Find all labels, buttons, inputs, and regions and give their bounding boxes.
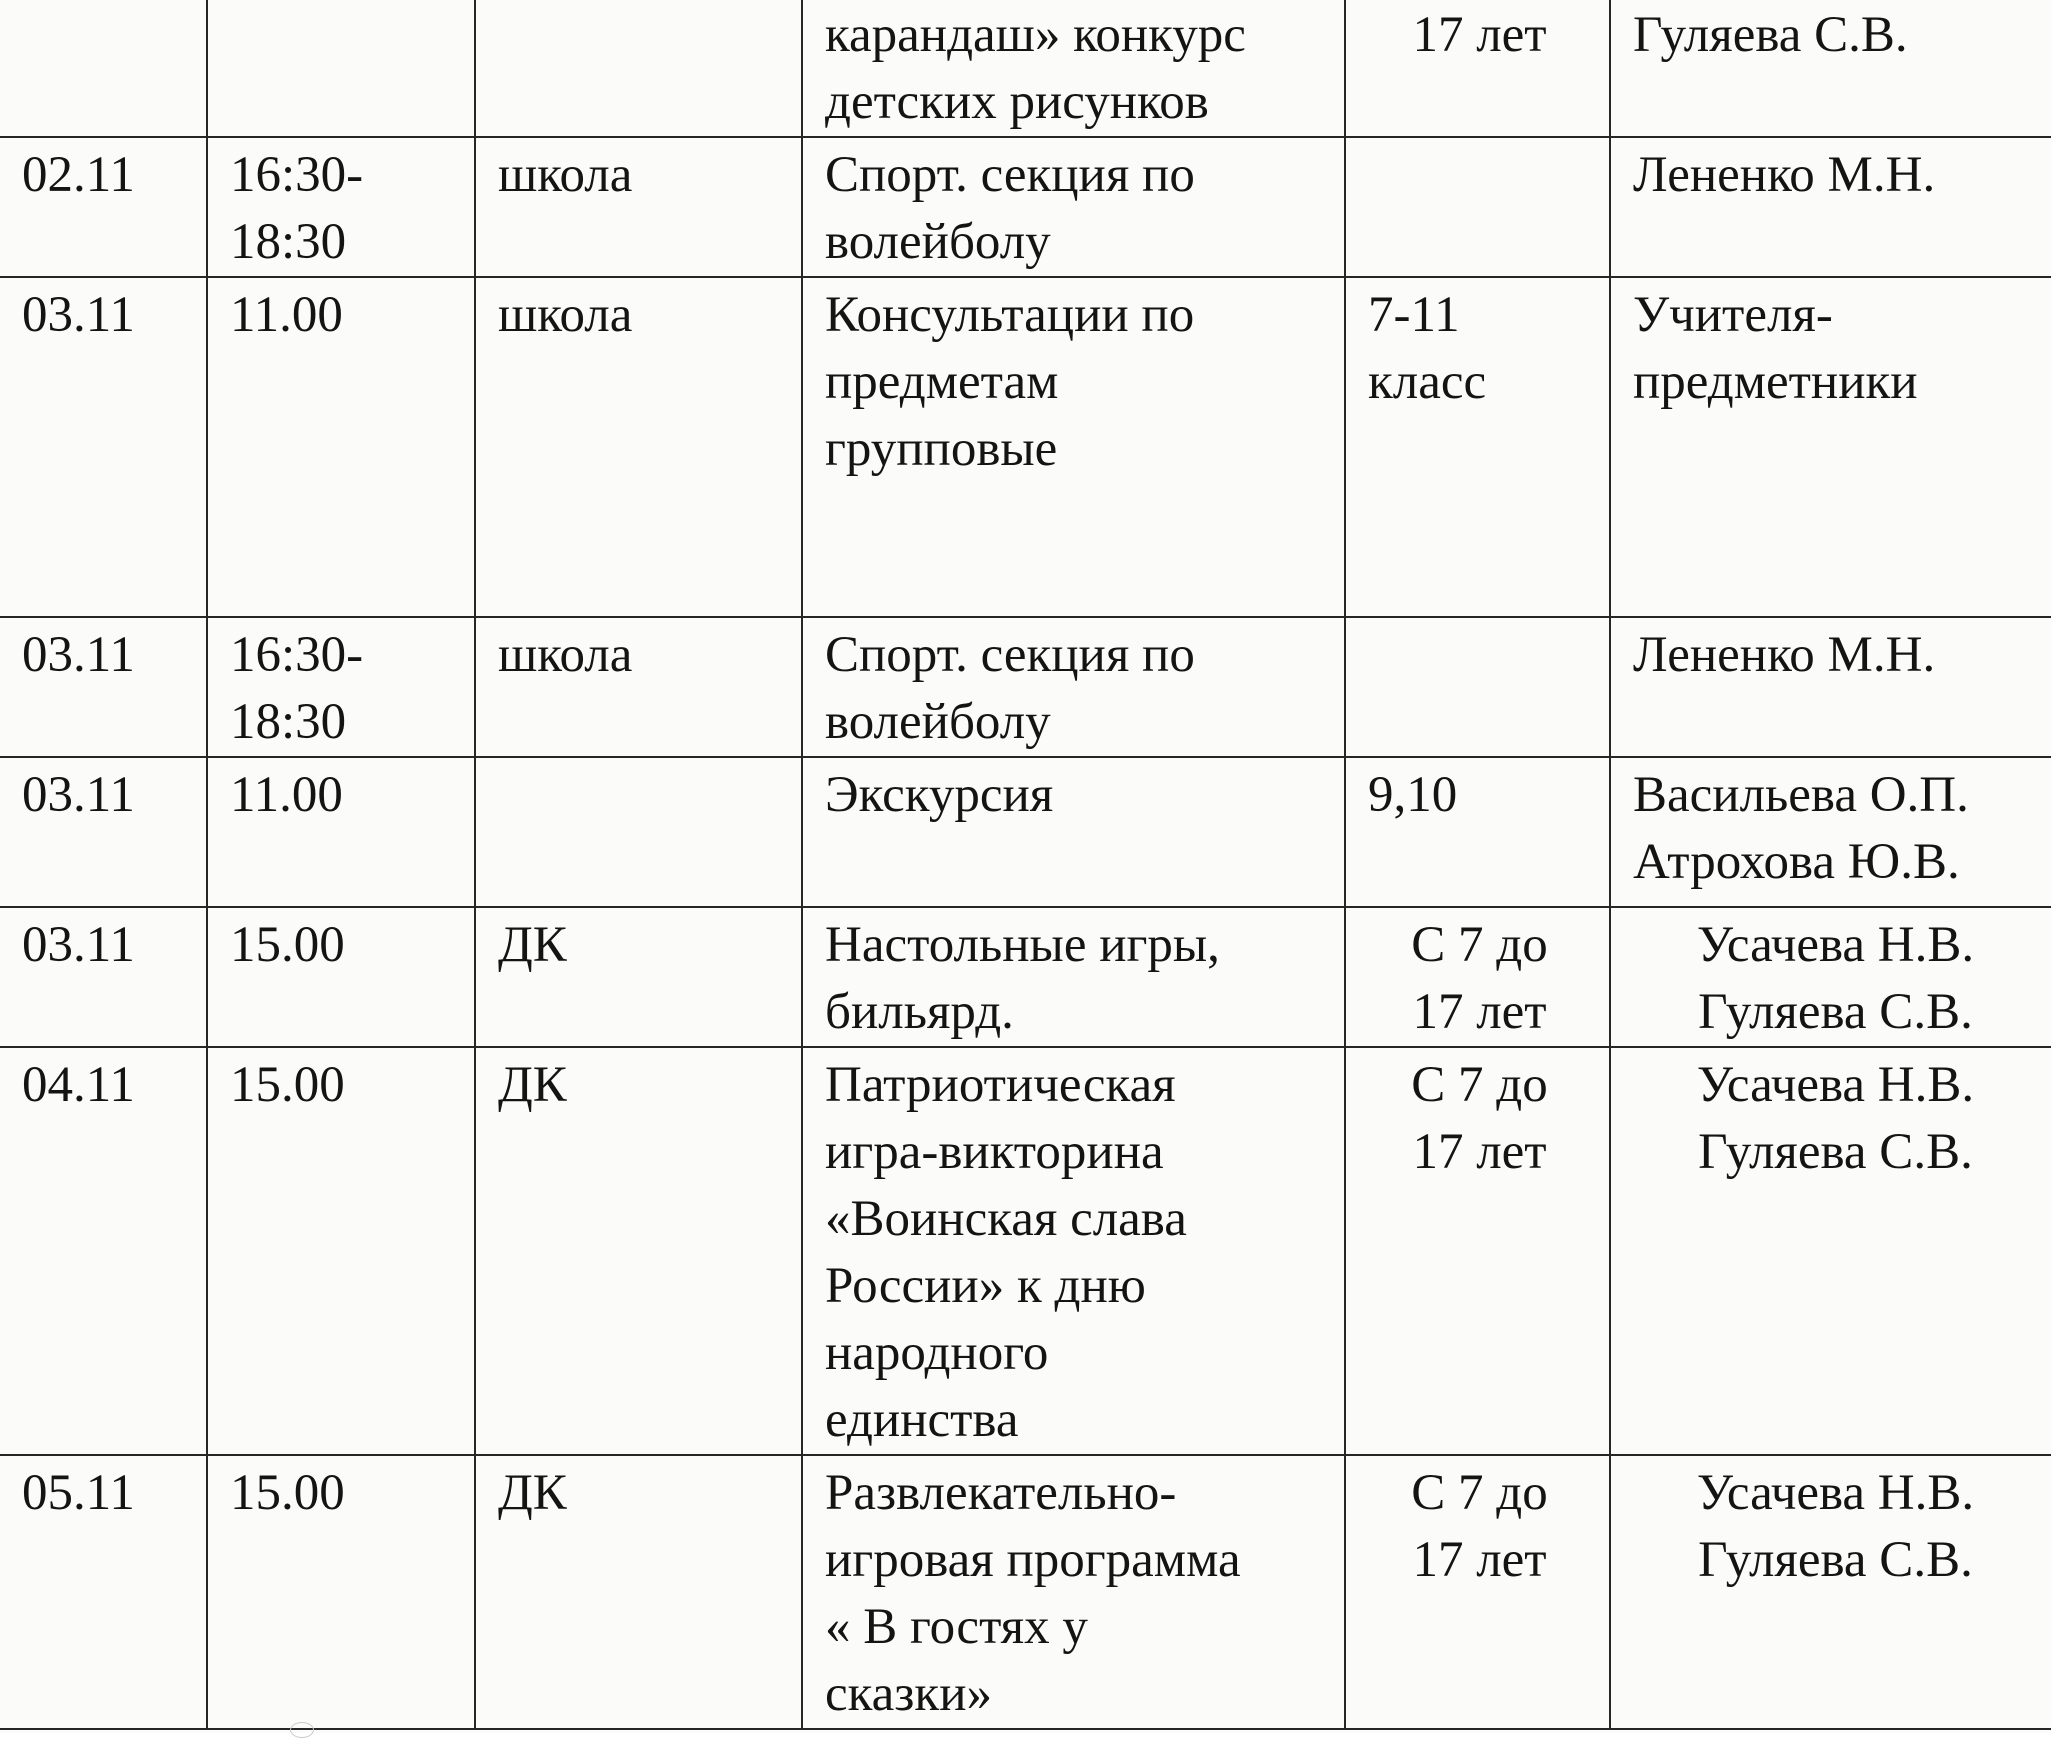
- age-group-cell-line: 17 лет: [1412, 984, 1547, 1040]
- event-cell-line: бильярд.: [825, 984, 1014, 1040]
- time-cell: [207, 907, 475, 1047]
- event-cell: [802, 757, 1345, 907]
- place-cell-line: школа: [498, 147, 633, 203]
- table-row: [0, 757, 2051, 907]
- age-group-cell-line: С 7 до: [1411, 917, 1548, 973]
- age-group-cell-line: 17 лет: [1412, 7, 1547, 63]
- place-cell: [475, 0, 802, 137]
- time-cell: [207, 617, 475, 757]
- event-cell-line: предметам: [825, 354, 1059, 410]
- event-cell: [802, 617, 1345, 757]
- event-cell-line: « В гостях у: [825, 1599, 1088, 1655]
- time-cell: [207, 1047, 475, 1455]
- age-group-cell: [1345, 277, 1610, 617]
- age-group-cell-line: 7-11: [1368, 287, 1460, 343]
- responsible-cell: [1610, 0, 2051, 137]
- place-cell: [475, 277, 802, 617]
- event-cell-line: России» к дню: [825, 1258, 1146, 1314]
- event-cell-line: народного: [825, 1325, 1049, 1381]
- responsible-cell-line: Гуляева С.В.: [1698, 1532, 1973, 1588]
- table-row: [0, 0, 2051, 137]
- event-cell-line: Экскурсия: [825, 767, 1054, 823]
- age-group-cell-line: 17 лет: [1412, 1124, 1547, 1180]
- date-cell-line: 03.11: [22, 917, 135, 973]
- responsible-cell-line: Учителя-: [1633, 287, 1833, 343]
- date-cell: [0, 277, 207, 617]
- time-cell-line: 11.00: [230, 767, 343, 823]
- date-cell: [0, 907, 207, 1047]
- place-cell: [475, 617, 802, 757]
- responsible-cell: [1610, 1047, 2051, 1455]
- event-cell: [802, 1455, 1345, 1729]
- event-cell: [802, 137, 1345, 277]
- responsible-cell-line: предметники: [1633, 354, 1918, 410]
- event-cell-line: Спорт. секция по: [825, 627, 1195, 683]
- responsible-cell-line: Лененко М.Н.: [1633, 147, 1936, 203]
- time-cell: [207, 0, 475, 137]
- date-cell: [0, 0, 207, 137]
- date-cell-line: 03.11: [22, 627, 135, 683]
- responsible-cell: [1610, 757, 2051, 907]
- event-cell-line: волейболу: [825, 694, 1051, 750]
- responsible-cell-line: Атрохова Ю.В.: [1633, 834, 1960, 890]
- time-cell-line: 18:30: [230, 694, 347, 750]
- place-cell-line: школа: [498, 287, 633, 343]
- event-cell: [802, 1047, 1345, 1455]
- age-group-cell: [1345, 0, 1610, 137]
- responsible-cell: [1610, 617, 2051, 757]
- table-row: [0, 617, 2051, 757]
- table-row: [0, 1455, 2051, 1729]
- table-row: [0, 137, 2051, 277]
- event-cell: [802, 907, 1345, 1047]
- place-cell: [475, 757, 802, 907]
- age-group-cell: [1345, 1455, 1610, 1729]
- place-cell: [475, 1455, 802, 1729]
- time-cell-line: 15.00: [230, 917, 345, 973]
- responsible-cell-line: Васильева О.П.: [1633, 767, 1969, 823]
- place-cell-line: школа: [498, 627, 633, 683]
- event-cell-line: групповые: [825, 421, 1058, 477]
- table-row: [0, 907, 2051, 1047]
- event-cell-line: Спорт. секция по: [825, 147, 1195, 203]
- age-group-cell: [1345, 757, 1610, 907]
- responsible-cell-line: Лененко М.Н.: [1633, 627, 1936, 683]
- time-cell-line: 16:30-: [230, 147, 364, 203]
- date-cell: [0, 1455, 207, 1729]
- responsible-cell-line: Гуляева С.В.: [1698, 1124, 1973, 1180]
- date-cell: [0, 617, 207, 757]
- event-cell-line: Патриотическая: [825, 1057, 1176, 1113]
- age-group-cell: [1345, 137, 1610, 277]
- table-row: [0, 277, 2051, 617]
- time-cell-line: 18:30: [230, 214, 347, 270]
- scan-artifact-mark: [290, 1722, 314, 1738]
- event-cell-line: игровая программа: [825, 1532, 1241, 1588]
- event-cell-line: «Воинская слава: [825, 1191, 1187, 1247]
- date-cell-line: 03.11: [22, 767, 135, 823]
- time-cell: [207, 137, 475, 277]
- time-cell-line: 15.00: [230, 1057, 345, 1113]
- event-cell-line: единства: [825, 1392, 1019, 1448]
- responsible-cell-line: Гуляева С.В.: [1698, 984, 1973, 1040]
- place-cell-line: ДК: [498, 917, 567, 973]
- event-cell-line: игра-викторина: [825, 1124, 1164, 1180]
- date-cell-line: 02.11: [22, 147, 135, 203]
- responsible-cell: [1610, 137, 2051, 277]
- responsible-cell: [1610, 277, 2051, 617]
- responsible-cell: [1610, 907, 2051, 1047]
- age-group-cell: [1345, 907, 1610, 1047]
- event-cell-line: детских рисунков: [825, 74, 1209, 130]
- age-group-cell-line: С 7 до: [1411, 1057, 1548, 1113]
- responsible-cell-line: Гуляева С.В.: [1633, 7, 1908, 63]
- time-cell: [207, 277, 475, 617]
- event-cell: [802, 0, 1345, 137]
- place-cell: [475, 1047, 802, 1455]
- responsible-cell-line: Усачева Н.В.: [1696, 1057, 1975, 1113]
- place-cell: [475, 907, 802, 1047]
- place-cell-line: ДК: [498, 1057, 567, 1113]
- place-cell: [475, 137, 802, 277]
- date-cell: [0, 1047, 207, 1455]
- event-cell-line: карандаш» конкурс: [825, 7, 1246, 63]
- time-cell: [207, 1455, 475, 1729]
- event-cell-line: Развлекательно-: [825, 1465, 1177, 1521]
- time-cell-line: 16:30-: [230, 627, 364, 683]
- date-cell-line: 05.11: [22, 1465, 135, 1521]
- date-cell-line: 03.11: [22, 287, 135, 343]
- age-group-cell-line: 17 лет: [1412, 1532, 1547, 1588]
- age-group-cell-line: 9,10: [1368, 767, 1458, 823]
- responsible-cell: [1610, 1455, 2051, 1729]
- age-group-cell: [1345, 617, 1610, 757]
- table-row: [0, 1047, 2051, 1455]
- time-cell: [207, 757, 475, 907]
- time-cell-line: 15.00: [230, 1465, 345, 1521]
- event-cell: [802, 277, 1345, 617]
- event-cell-line: Консультации по: [825, 287, 1195, 343]
- place-cell-line: ДК: [498, 1465, 567, 1521]
- date-cell-line: 04.11: [22, 1057, 135, 1113]
- event-cell-line: сказки»: [825, 1666, 992, 1722]
- age-group-cell-line: С 7 до: [1411, 1465, 1548, 1521]
- age-group-cell-line: класс: [1368, 354, 1487, 410]
- time-cell-line: 11.00: [230, 287, 343, 343]
- responsible-cell-line: Усачева Н.В.: [1696, 1465, 1975, 1521]
- date-cell: [0, 757, 207, 907]
- event-cell-line: волейболу: [825, 214, 1051, 270]
- age-group-cell: [1345, 1047, 1610, 1455]
- event-cell-line: Настольные игры,: [825, 917, 1220, 973]
- date-cell: [0, 137, 207, 277]
- responsible-cell-line: Усачева Н.В.: [1696, 917, 1975, 973]
